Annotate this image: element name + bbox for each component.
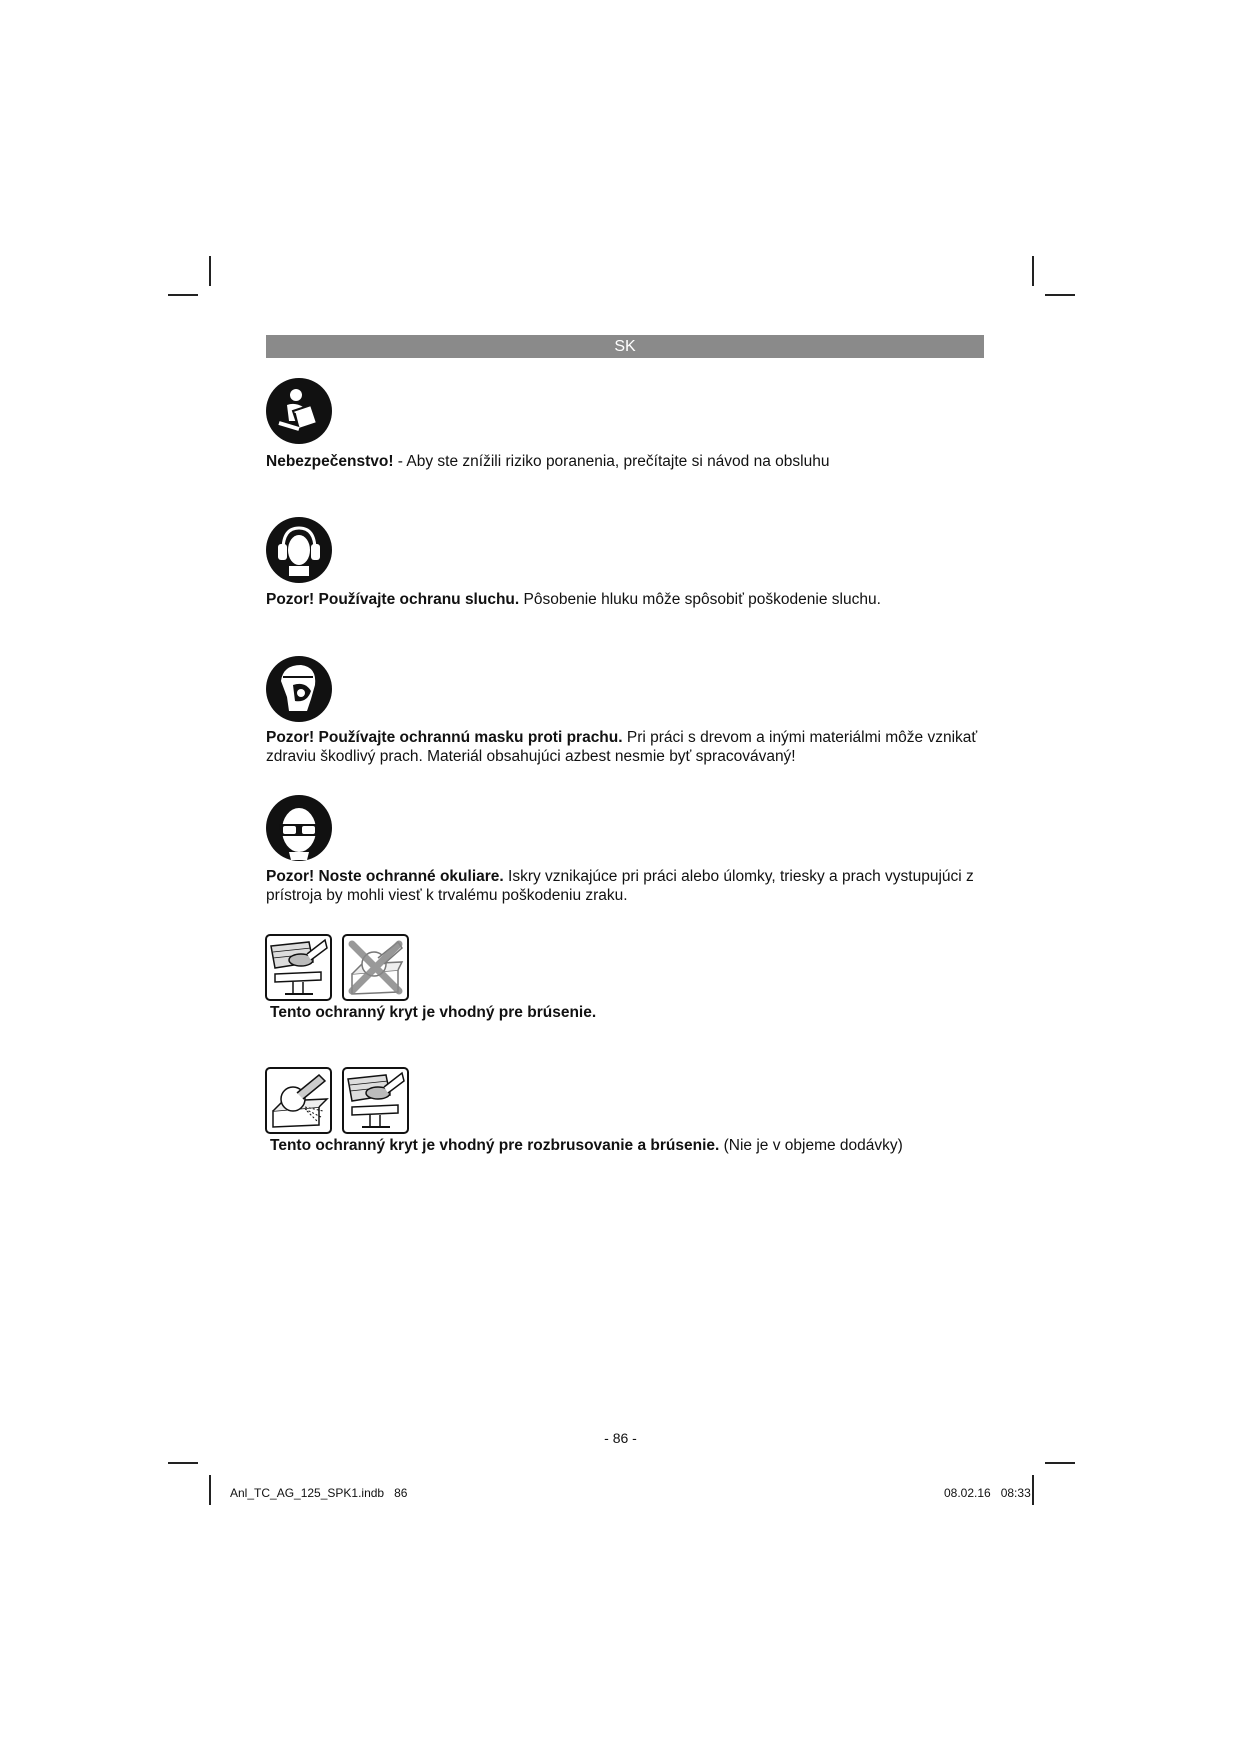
safety-goggles-icon [265, 794, 333, 862]
guard-title: Tento ochranný kryt je vhodný pre brúsenie. [270, 1004, 597, 1021]
warning-safety-goggles [266, 867, 986, 905]
grinding-icon [342, 1067, 409, 1134]
crop-mark [209, 1475, 211, 1505]
guard-cutting-grinding-text [270, 1136, 990, 1155]
warning-dust-mask [266, 728, 986, 766]
warning-title: Nebezpečenstvo! [266, 453, 394, 470]
read-manual-icon [265, 377, 333, 445]
file-slug: Anl_TC_AG_125_SPK1.indb 86 [230, 1486, 408, 1500]
date-slug: 08.02.16 08:33 [944, 1486, 1031, 1500]
warning-ear-protection [266, 590, 986, 609]
guard-grinding-text [270, 1003, 990, 1022]
crop-mark [1045, 1462, 1075, 1464]
warning-title: Pozor! Používajte ochrannú masku proti prachu. [266, 729, 623, 746]
dust-mask-icon [265, 655, 333, 723]
warning-text: Pôsobenie hluku môže spôsobiť poškodenie sluchu. [519, 591, 881, 608]
page-number: - 86 - [604, 1430, 637, 1446]
crop-mark [168, 294, 198, 296]
cutting-crossed-out-icon [342, 934, 409, 1001]
crop-mark [209, 256, 211, 286]
crop-mark [1045, 294, 1075, 296]
warning-title: Pozor! Noste ochranné okuliare. [266, 868, 504, 885]
cutting-icon [265, 1067, 332, 1134]
guard-title: Tento ochranný kryt je vhodný pre rozbrusovanie a brúsenie. [270, 1137, 720, 1154]
crop-mark [1032, 1475, 1034, 1505]
ear-protection-icon [265, 516, 333, 584]
warning-text: Pri práci s drevom a inými materiálmi môže vznikať zdraviu škodlivý prach. Materiál obsahujúci azbest nesmie byť spracovávaný! [266, 729, 978, 765]
warning-read-manual [266, 452, 986, 471]
guard-note: (Nie je v objeme dodávky) [719, 1137, 903, 1154]
grinding-icon [265, 934, 332, 1001]
warning-text: Iskry vznikajúce pri práci alebo úlomky, triesky a prach vystupujúci z prístroja by mohli viesť k trvalému poškodeniu zraku. [266, 868, 974, 904]
warning-title: Pozor! Používajte ochranu sluchu. [266, 591, 520, 608]
crop-mark [1032, 256, 1034, 286]
language-header: SK [266, 335, 984, 358]
crop-mark [168, 1462, 198, 1464]
warning-text: - Aby ste znížili riziko poranenia, prečítajte si návod na obsluhu [393, 453, 830, 470]
